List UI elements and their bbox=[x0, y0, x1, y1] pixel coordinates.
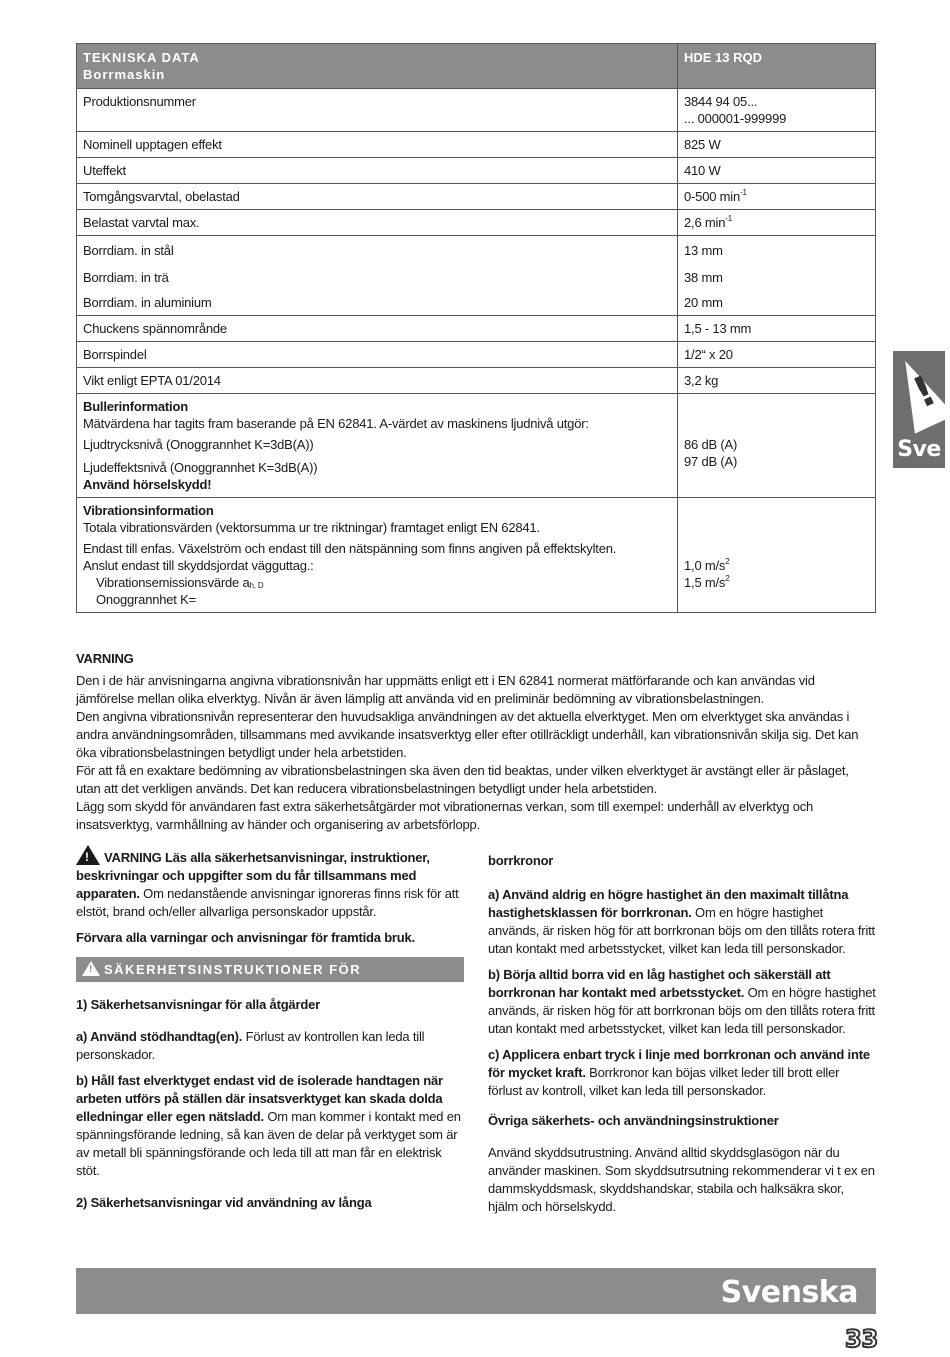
table-row bbox=[77, 316, 876, 342]
section-heading-3: Övriga säkerhets- och användningsinstruktioner bbox=[488, 1113, 779, 1128]
instruction-text: Om man kommer i kontakt med en spänningsförande ledning, så kan även de delar på verktyget som är av metall bli spänningsförande och leda till att man får en elektrisk stöt. bbox=[76, 1109, 461, 1178]
header-title: TEKNISKA DATA bbox=[83, 50, 200, 65]
page-number: 33 bbox=[845, 1325, 878, 1353]
varning-paragraph: Lägg som skydd för användaren fast extra säkerhetsåtgärder mot vibrationernas verkan, som till exempel: underhåll av elverktyg och insatsverktyg, varmhållning av händer och organisering av arbetsförlopp. bbox=[76, 799, 814, 832]
row-value bbox=[678, 210, 876, 236]
row-value: 3,2 kg bbox=[678, 368, 876, 394]
noise-pressure-value: 86 dB (A) bbox=[684, 437, 738, 452]
varning-paragraph: Den angivna vibrationsnivån representerar den huvudsakliga användningen av det aktuella elverktyget. Men om elverktyget ska användas i andra användningsområden, tillsammans med avvikande insatsverktyg eller efter otillräckligt underhåll, kan vibrationsnivån skilja sig. Det kan öka vibrationsbelastningen betydligt under hela arbetstiden. bbox=[76, 709, 859, 760]
safety-section-bar bbox=[76, 957, 464, 996]
row-value: 13 mm bbox=[678, 236, 876, 266]
instruction-text: Borrkronor kan böjas vilket leder till brott eller förlust av kontroll, vilket kan leda till personskador. bbox=[488, 1065, 840, 1098]
language-side-tab bbox=[893, 351, 945, 468]
instruction-bold: b) Börja alltid borra vid en låg hastighet och säkerställ att borrkronan har kontakt med arbetsstycket. bbox=[488, 967, 831, 1000]
vibration-note-2: Anslut endast till skyddsjordat vägguttag.: bbox=[83, 558, 314, 573]
instruction-bold: a) Använd aldrig en högre hastighet än den maximalt tillåtna hastighetsklassen för borrkronan. bbox=[488, 887, 849, 920]
table-row bbox=[77, 89, 876, 132]
side-tab-label: Sve bbox=[897, 437, 941, 462]
value-sup: 2 bbox=[725, 574, 730, 583]
table-row bbox=[77, 158, 876, 184]
instruction-a bbox=[488, 886, 876, 958]
instruction-bold: b) Håll fast elverktyget endast vid de isolerade handtagen när arbeten utförs på ställen där insatsverktyget kan skada dolda elledningar eller egen nätsladd. bbox=[76, 1073, 443, 1124]
noise-pressure-label: Ljudtrycksnivå (Onoggrannhet K=3dB(A)) bbox=[83, 437, 314, 452]
row-label: Nominell upptagen effekt bbox=[77, 132, 678, 158]
row-label: Borrdiam. in trä bbox=[77, 265, 678, 290]
instruction-bold: a) Använd stödhandtag(en). bbox=[76, 1029, 243, 1044]
header-subtitle: Borrmaskin bbox=[83, 67, 166, 82]
warning-icon bbox=[82, 961, 100, 976]
instruction-b bbox=[488, 966, 876, 1038]
table-row bbox=[77, 132, 876, 158]
instruction-bold: c) Applicera enbart tryck i linje med borrkronan och använd inte för mycket kraft. bbox=[488, 1047, 870, 1080]
header-model: HDE 13 RQD bbox=[678, 44, 876, 89]
table-row bbox=[77, 184, 876, 210]
row-value: 1,5 - 13 mm bbox=[678, 316, 876, 342]
emission-text: Vibrationsemissionsvärde a bbox=[96, 575, 250, 590]
value-line: 3844 94 05... bbox=[684, 94, 758, 109]
row-value: 20 mm bbox=[678, 290, 876, 316]
row-label: Chuckens spännområnde bbox=[77, 316, 678, 342]
emission-sub: h, D bbox=[249, 581, 264, 590]
value-text: 0-500 min bbox=[684, 189, 741, 204]
vibration-info-row bbox=[77, 498, 876, 613]
row-label: Belastat varvtal max. bbox=[77, 210, 678, 236]
row-label: Tomgångsvarvtal, obelastad bbox=[77, 184, 678, 210]
vibration-uncertainty-value bbox=[684, 574, 869, 591]
table-row bbox=[77, 210, 876, 236]
value-sup: -1 bbox=[740, 188, 747, 197]
table-header-title bbox=[77, 44, 678, 89]
vibration-intro: Totala vibrationsvärden (vektorsumma ur tre riktningar) framtaget enligt EN 62841. bbox=[83, 520, 540, 535]
row-value bbox=[678, 184, 876, 210]
vibration-note-1: Endast till enfas. Växelström och endast till den nätspänning som finns angiven på effektskylten. bbox=[83, 541, 617, 556]
row-value: 410 W bbox=[678, 158, 876, 184]
exclamation-mark: ! bbox=[905, 365, 944, 418]
vibration-emission-value bbox=[684, 557, 869, 574]
general-warning-bold: VARNING Läs alla säkerhetsanvisningar, instruktioner, beskrivningar och uppgifter som du får tillsammans med apparaten. bbox=[76, 850, 430, 901]
table-row bbox=[77, 290, 876, 316]
general-warning bbox=[76, 845, 464, 921]
instruction-text: Förlust av kontrollen kan leda till personskador. bbox=[76, 1029, 425, 1062]
table-header bbox=[77, 44, 876, 89]
row-label: Borrspindel bbox=[77, 342, 678, 368]
hearing-protection-note: Använd hörselskydd! bbox=[83, 477, 212, 492]
noise-power-value: 97 dB (A) bbox=[684, 454, 738, 469]
row-label: Borrdiam. in stål bbox=[77, 236, 678, 266]
row-value: 38 mm bbox=[678, 265, 876, 290]
value-text: 1,0 m/s bbox=[684, 558, 726, 573]
value-line: ... 000001-999999 bbox=[684, 111, 787, 126]
varning-paragraph: För att få en exaktare bedömning av vibrationsbelastningen ska även den tid beaktas, under vilken elverktyget är avstängt eller är påslaget, utan att det verkligen används. Det kan reducera vibrationsbelastningen betydligt under hela arbetstiden. bbox=[76, 763, 849, 796]
noise-info-row bbox=[77, 394, 876, 498]
safety-section-title: SÄKERHETSINSTRUKTIONER FÖR BORRMASKINER bbox=[82, 962, 362, 996]
row-value: 1/2“ x 20 bbox=[678, 342, 876, 368]
varning-body bbox=[76, 672, 876, 834]
instruction-text: Om en högre hastighet används, är risken hög för att borrkronan böjs om den tillåts rotera fritt utan kontakt med arbetsstycket, vilket kan leda till personskador. bbox=[488, 985, 876, 1036]
row-label: Vikt enligt EPTA 01/2014 bbox=[77, 368, 678, 394]
value-sup: -1 bbox=[725, 214, 732, 223]
varning-heading: VARNING bbox=[76, 651, 134, 666]
instruction-text: Om en högre hastighet används, är risken hög för att borrkronan böjs om den tillåts rotera fritt utan kontakt med arbetsstycket, vilket kan leda till personskador. bbox=[488, 905, 875, 956]
noise-power-label: Ljudeffektsnivå (Onoggrannhet K=3dB(A)) bbox=[83, 460, 318, 475]
varning-paragraph: Den i de här anvisningarna angivna vibrationsnivån har uppmätts enligt ett i EN 62841 normerat mätförfarande och kan användas vid jämförelse mellan olika elverktyg. Nivån är även lämplig att använda vid en preliminär bedömning av vibrationsbelastningen. bbox=[76, 673, 815, 706]
instruction-c bbox=[488, 1046, 876, 1100]
section-heading-2-continued: borrkronor bbox=[488, 853, 554, 868]
footer-language-label: Svenska bbox=[720, 1275, 858, 1310]
noise-title: Bullerinformation bbox=[83, 399, 188, 414]
keep-instructions-note: Förvara alla varningar och anvisningar för framtida bruk. bbox=[76, 930, 415, 945]
noise-values bbox=[678, 394, 876, 498]
table-row bbox=[77, 368, 876, 394]
value-text: 2,6 min bbox=[684, 215, 726, 230]
row-value bbox=[678, 89, 876, 132]
general-warning-text: Om nedanstående anvisningar ignoreras finns risk för att elstöt, brand och/eller allvarliga personskador uppstår. bbox=[76, 886, 459, 919]
table-row bbox=[77, 342, 876, 368]
table-row bbox=[77, 236, 876, 266]
value-text: 1,5 m/s bbox=[684, 575, 726, 590]
vibration-title: Vibrationsinformation bbox=[83, 503, 214, 518]
warning-icon bbox=[76, 845, 100, 865]
table-row bbox=[77, 265, 876, 290]
right-column bbox=[488, 852, 876, 1224]
noise-intro: Mätvärdena har tagits fram baserande på EN 62841. A-värdet av maskinens ljudnivå utgör: bbox=[83, 416, 589, 431]
row-label: Uteffekt bbox=[77, 158, 678, 184]
row-label: Produktionsnummer bbox=[77, 89, 678, 132]
left-column bbox=[76, 845, 464, 1220]
footer-language-bar bbox=[76, 1268, 876, 1314]
vibration-values bbox=[678, 498, 876, 613]
vibration-emission-label bbox=[83, 574, 671, 591]
technical-data-table bbox=[76, 43, 876, 613]
row-label: Borrdiam. in aluminium bbox=[77, 290, 678, 316]
instruction-b bbox=[76, 1072, 464, 1180]
value-sup: 2 bbox=[725, 557, 730, 566]
noise-info-text bbox=[77, 394, 678, 498]
protective-equipment-text: Använd skyddsutrustning. Använd alltid skyddsglasögon när du använder maskinen. Som skyddsutrsutning rekommenderar vi t ex en dammskyddsmask, skyddshandskar, stabila och halksäkra skor, hjälm och hörselskydd. bbox=[488, 1145, 875, 1214]
instruction-a bbox=[76, 1028, 464, 1064]
vibration-uncertainty-label: Onoggrannhet K= bbox=[96, 592, 196, 607]
vibration-info-text bbox=[77, 498, 678, 613]
row-value: 825 W bbox=[678, 132, 876, 158]
section-heading-2: 2) Säkerhetsanvisningar vid användning av långa bbox=[76, 1195, 372, 1210]
section-heading-1: 1) Säkerhetsanvisningar för alla åtgärder bbox=[76, 997, 320, 1012]
